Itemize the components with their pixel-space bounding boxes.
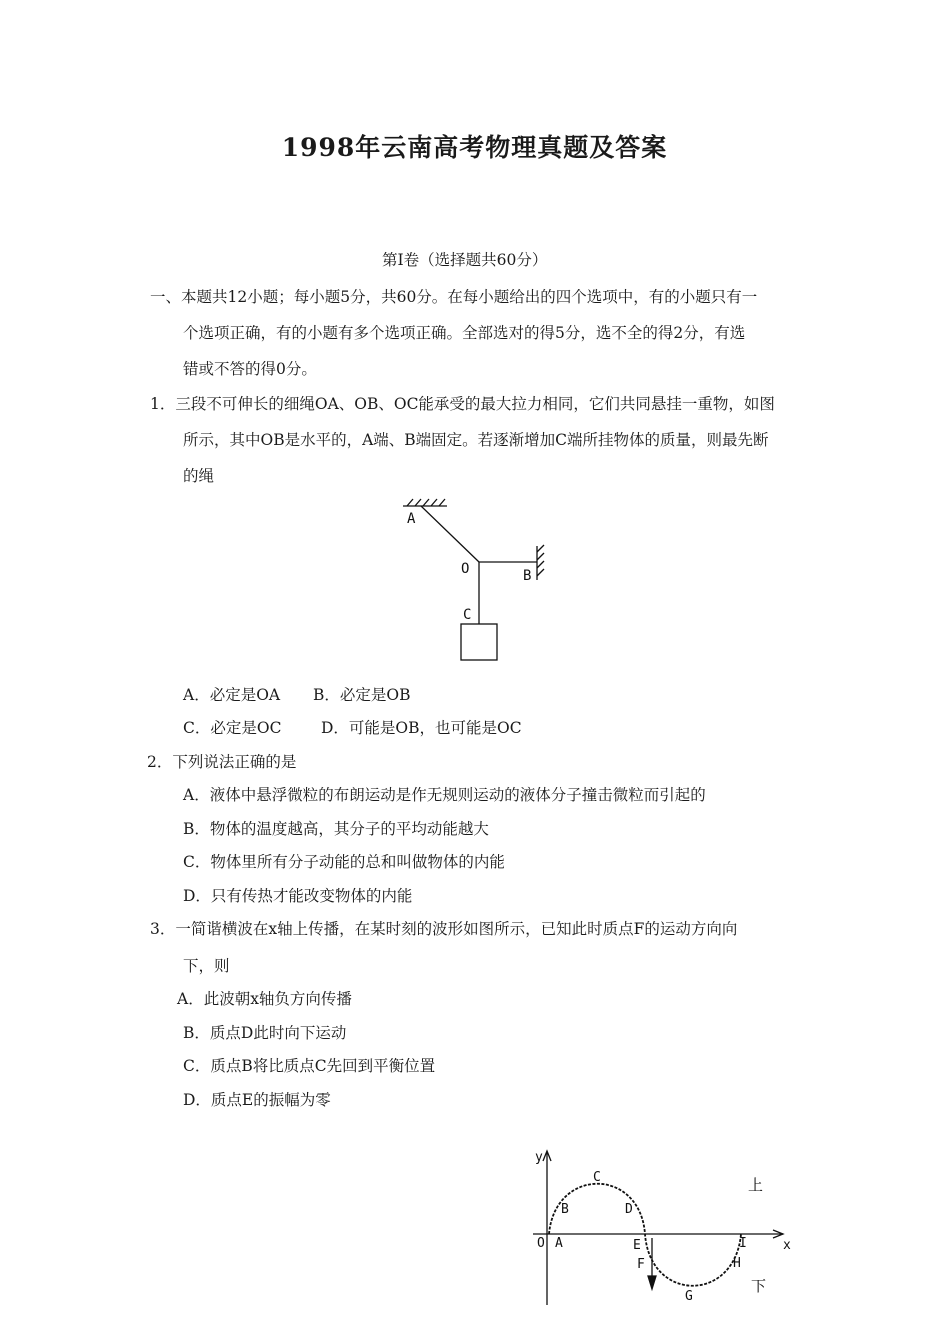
section-heading: 第Ⅰ卷（选择题共60分）	[382, 251, 548, 269]
instructions-line-3: 错或不答的得0分。	[183, 360, 317, 378]
q1-stem-line-1: 1．三段不可伸长的细绳OA、OB、OC能承受的最大拉力相同，它们共同悬挂一重物，如图	[150, 395, 775, 413]
wave-curve	[549, 1184, 741, 1286]
q2-option-d: D．只有传热才能改变物体的内能	[183, 887, 413, 905]
instructions-line-1: 一、本题共12小题；每小题5分，共60分。在每小题给出的四个选项中，有的小题只有一	[150, 288, 758, 306]
label-down: 下	[751, 1277, 767, 1295]
label-h: H	[733, 1256, 741, 1271]
label-b: B	[561, 1202, 569, 1217]
page-title: 1998年云南高考物理真题及答案	[281, 133, 668, 162]
q1-rope-figure	[395, 496, 560, 668]
q1-option-d: D．可能是OB，也可能是OC	[321, 719, 522, 737]
label-y: y	[535, 1150, 543, 1165]
q3-option-b: B．质点D此时向下运动	[183, 1024, 347, 1042]
label-c: C	[463, 607, 472, 623]
q3-stem-line-2: 下，则	[183, 957, 230, 975]
q1-option-c: C．必定是OC	[183, 719, 282, 737]
label-e: E	[633, 1238, 641, 1253]
q1-option-a: A．必定是OA	[183, 686, 281, 704]
q2-option-b: B．物体的温度越高，其分子的平均动能越大	[183, 820, 489, 838]
label-d: D	[625, 1202, 633, 1217]
label-o: O	[461, 561, 470, 577]
label-x: x	[783, 1238, 791, 1253]
rope-oa	[421, 506, 479, 562]
hanging-block	[461, 624, 497, 660]
label-a: A	[555, 1236, 563, 1251]
q3-stem-line-1: 3．一简谐横波在x轴上传播，在某时刻的波形如图所示，已知此时质点F的运动方向向	[150, 920, 738, 938]
label-f: F	[637, 1257, 645, 1272]
label-a: A	[407, 511, 416, 527]
q3-option-d: D．质点E的振幅为零	[183, 1091, 331, 1109]
label-b: B	[523, 568, 532, 584]
q1-option-b: B．必定是OB	[313, 686, 411, 704]
label-g: G	[685, 1289, 693, 1304]
q2-option-c: C．物体里所有分子动能的总和叫做物体的内能	[183, 853, 505, 871]
label-o: O	[537, 1236, 545, 1251]
instructions-line-2: 个选项正确，有的小题有多个选项正确。全部选对的得5分，选不全的得2分，有选	[183, 324, 746, 342]
q2-stem: 2．下列说法正确的是	[147, 753, 297, 771]
label-c: C	[593, 1170, 601, 1185]
q3-wave-figure	[525, 1145, 805, 1310]
q1-stem-line-3: 的绳	[183, 467, 215, 485]
label-up: 上	[748, 1176, 764, 1194]
q3-option-a: A．此波朝x轴负方向传播	[177, 990, 352, 1008]
f-arrow-head	[648, 1276, 656, 1289]
q3-option-c: C．质点B将比质点C先回到平衡位置	[183, 1057, 436, 1075]
label-i: I	[739, 1236, 747, 1251]
q2-option-a: A．液体中悬浮微粒的布朗运动是作无规则运动的液体分子撞击微粒而引起的	[183, 786, 706, 804]
q1-stem-line-2: 所示，其中OB是水平的，A端、B端固定。若逐渐增加C端所挂物体的质量，则最先断	[183, 431, 769, 449]
